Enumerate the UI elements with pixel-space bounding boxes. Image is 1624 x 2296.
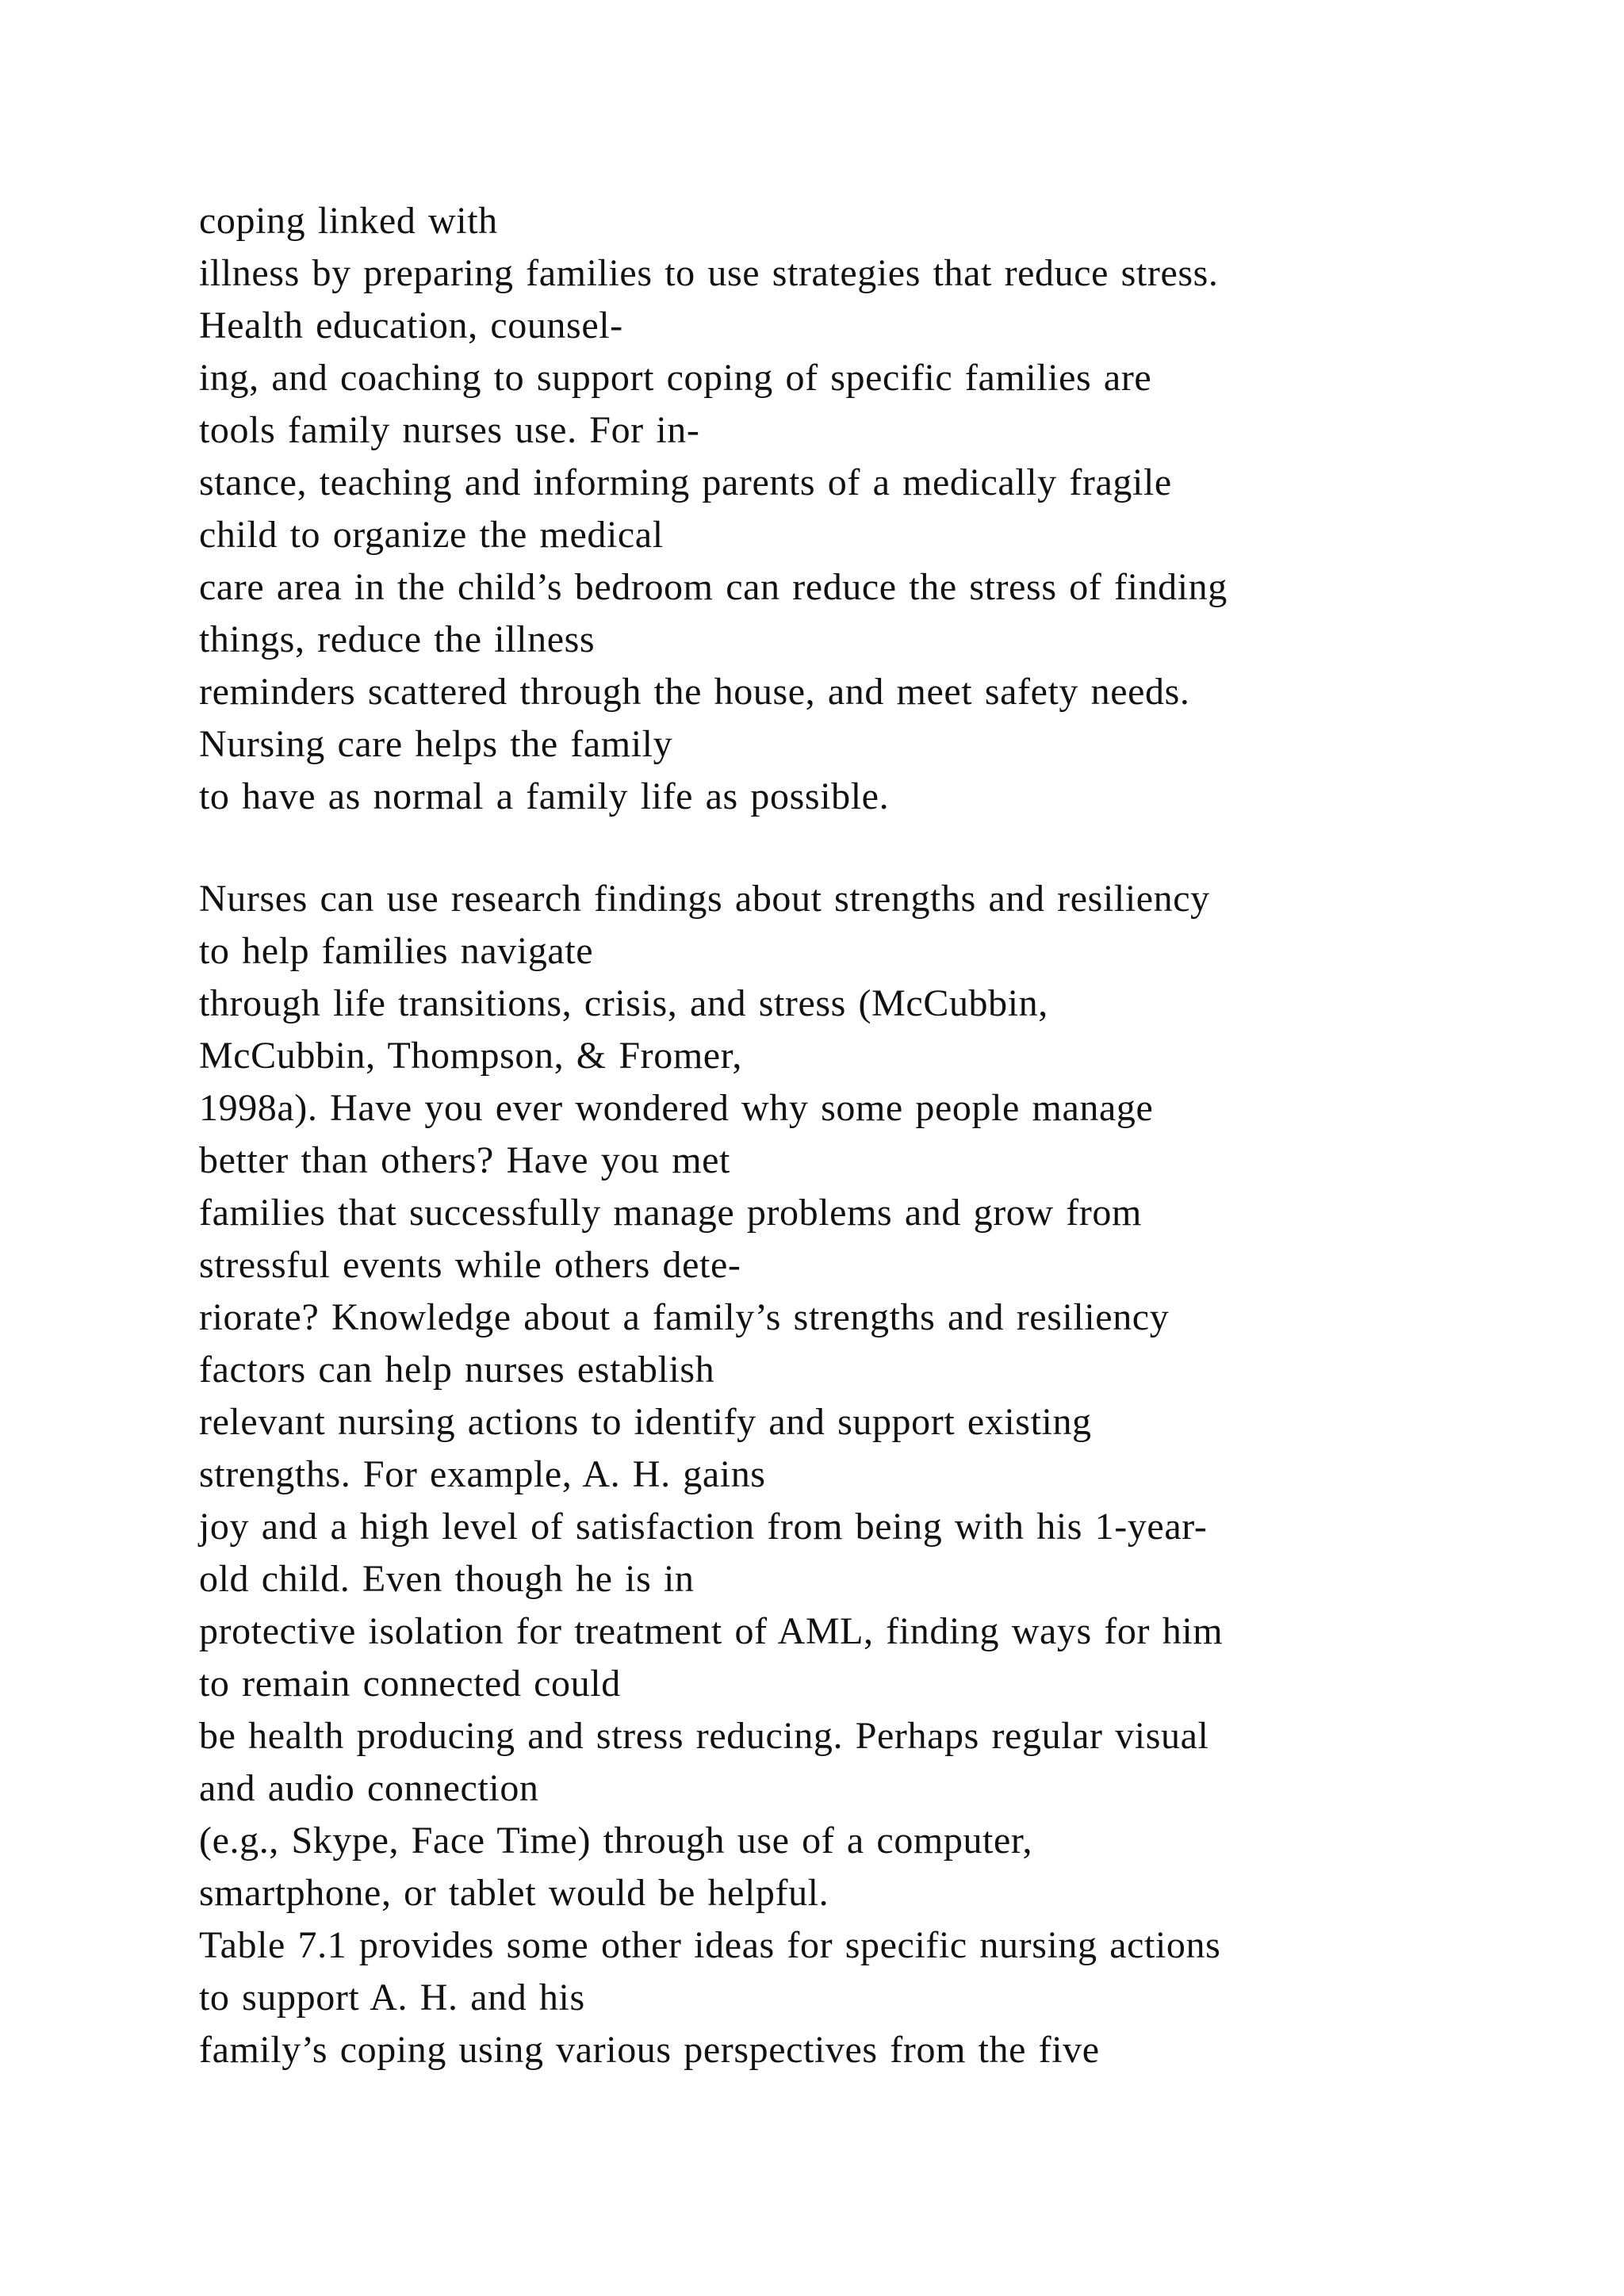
text-line: strengths. For example, A. H. gains (199, 1453, 766, 1495)
text-line: be health producing and stress reducing. Perhaps regular visual (199, 1715, 1209, 1757)
text-line: stance, teaching and informing parents of a medically fragile (199, 461, 1172, 503)
text-line: child to organize the medical (199, 514, 664, 556)
text-line: Nursing care helps the family (199, 723, 673, 765)
text-line: 1998a). Have you ever wondered why some people manage (199, 1087, 1154, 1129)
text-line: protective isolation for treatment of AML, finding ways for him (199, 1610, 1224, 1652)
text-line: family’s coping using various perspectives from the five (199, 2029, 1100, 2071)
text-line: Nurses can use research findings about strengths and resiliency (199, 878, 1210, 920)
text-line: to remain connected could (199, 1663, 621, 1705)
text-line: to support A. H. and his (199, 1976, 585, 2019)
text-line: ing, and coaching to support coping of specific families are (199, 357, 1152, 399)
text-line: through life transitions, crisis, and stress (McCubbin, (199, 982, 1048, 1024)
text-line: families that successfully manage problems and grow from (199, 1192, 1142, 1234)
text-line: to help families navigate (199, 930, 594, 972)
text-line: old child. Even though he is in (199, 1558, 695, 1600)
text-line: smartphone, or tablet would be helpful. (199, 1872, 829, 1914)
text-line: relevant nursing actions to identify and support existing (199, 1401, 1092, 1443)
text-line: riorate? Knowledge about a family’s strengths and resiliency (199, 1296, 1170, 1338)
text-line: Table 7.1 provides some other ideas for specific nursing actions (199, 1924, 1221, 1966)
text-line: care area in the child’s bedroom can reduce the stress of finding (199, 566, 1228, 608)
text-line: Health education, counsel- (199, 304, 623, 346)
text-line: joy and a high level of satisfaction from being with his 1-year- (199, 1506, 1208, 1548)
text-line: (e.g., Skype, Face Time) through use of a computer, (199, 1820, 1033, 1862)
text-line: tools family nurses use. For in- (199, 409, 700, 451)
text-line: factors can help nurses establish (199, 1349, 715, 1391)
text-line: McCubbin, Thompson, & Fromer, (199, 1035, 742, 1077)
text-line: and audio connection (199, 1767, 539, 1809)
text-line: reminders scattered through the house, and meet safety needs. (199, 671, 1190, 713)
text-line: coping linked with (199, 200, 498, 242)
paragraph-break (199, 823, 1507, 873)
text-line: things, reduce the illness (199, 618, 596, 660)
text-line: better than others? Have you met (199, 1139, 730, 1181)
text-line: illness by preparing families to use strategies that reduce stress. (199, 252, 1219, 294)
body-text (199, 195, 1507, 2076)
text-line: to have as normal a family life as possible. (199, 775, 890, 817)
text-line: stressful events while others dete- (199, 1244, 741, 1286)
